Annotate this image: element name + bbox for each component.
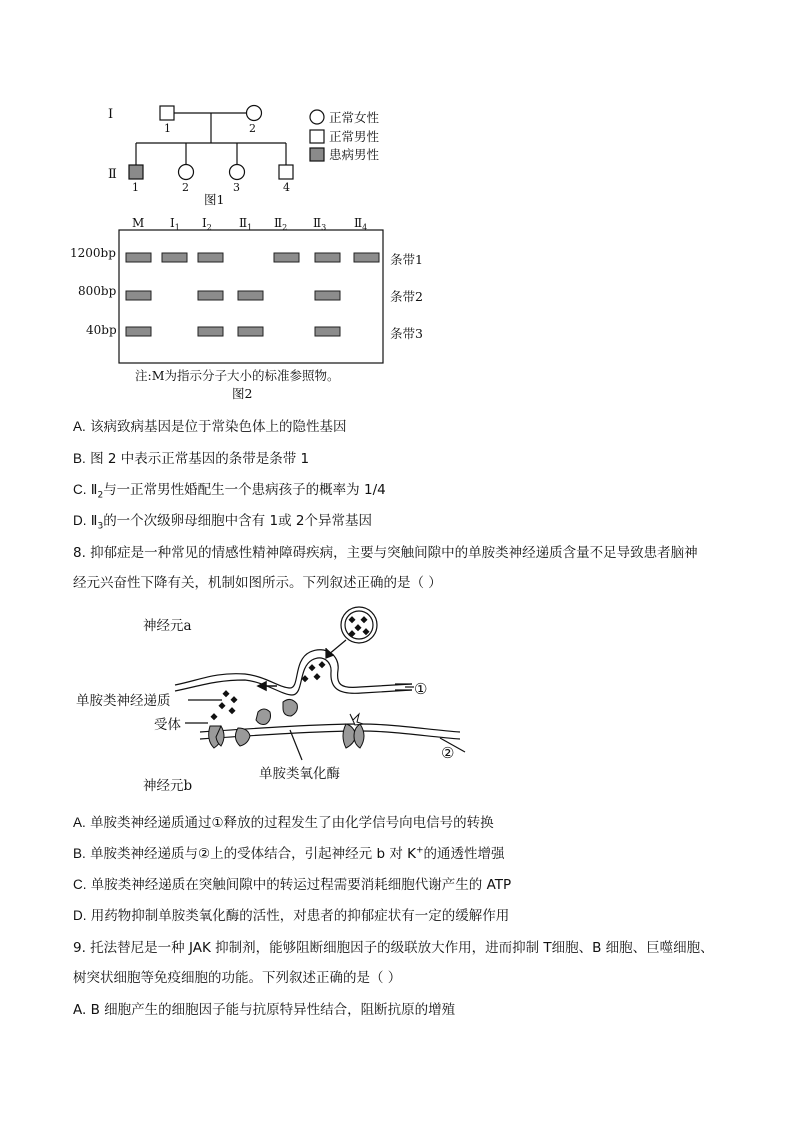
option-text: 用药物抑制单胺类氧化酶的活性，对患者的抑郁症状有一定的缓解作用 [90, 908, 510, 924]
lane-label-II1: $Ⅱ_1$ [239, 216, 253, 232]
subscript: 2 [97, 490, 104, 501]
option-text: 单胺类神经递质与②上的受体结合，引起神经元 b 对 K [90, 846, 416, 862]
II3-number: 3 [233, 181, 240, 194]
gel-band-row1-lane-2 [198, 253, 223, 262]
pedigree-I1-male [160, 106, 174, 120]
enzyme-3 [283, 699, 297, 716]
subscript: 3 [97, 521, 104, 532]
I1-number: 1 [164, 122, 171, 135]
enzyme-leader [290, 730, 302, 760]
q7-option-c [73, 478, 386, 501]
gel-band-row1-lane-4 [274, 253, 299, 262]
band-label-1: 条带1 [390, 252, 423, 267]
pedigree-figure [0, 0, 794, 215]
enzyme-label: 单胺类氧化酶 [259, 766, 340, 782]
lane-label-II2: $Ⅱ_2$ [274, 216, 288, 232]
option-text: 单胺类神经递质通过①释放的过程发生了由化学信号向电信号的转换 [90, 815, 494, 831]
I2-number: 2 [249, 122, 256, 135]
option-text: 该病致病基因是位于常染色体上的隐性基因 [90, 419, 347, 435]
band-label-3: 条带3 [390, 326, 423, 341]
II2-number: 2 [182, 181, 189, 194]
pedigree-II1-affected-male [129, 165, 143, 179]
legend-female-label: 正常女性 [329, 110, 380, 125]
superscript: + [415, 845, 424, 856]
q8-stem-line2: 经元兴奋性下降有关，机制如图所示。下列叙述正确的是（ ） [73, 575, 442, 591]
gel-band-row2-lane-5 [315, 291, 340, 300]
gel-band-row3-lane-0 [126, 327, 151, 336]
gel-band-row1-lane-5 [315, 253, 340, 262]
lane-label-I2: $Ⅰ_2$ [202, 216, 212, 232]
gel-band-row3-lane-2 [198, 327, 223, 336]
gel-band-row1-lane-1 [162, 253, 187, 262]
pedigree-I2-female [247, 106, 262, 121]
enzyme-2 [256, 709, 271, 725]
option-text: 与一正常男性婚配生一个患病孩子的概率为 1/4 [103, 482, 386, 498]
II4-number: 4 [283, 181, 290, 194]
legend-affected-label: 患病男性 [329, 147, 380, 162]
legend-male-icon [310, 130, 324, 143]
option-text: Ⅱ [90, 482, 98, 498]
gel-band-row1-lane-0 [126, 253, 151, 262]
option-label: D. [73, 513, 87, 528]
q8-option-c [73, 873, 511, 893]
lane-label-II4: $Ⅱ_4$ [354, 216, 368, 232]
q8-option-b [73, 842, 505, 862]
gen2-label: Ⅱ [108, 167, 117, 182]
option-label: B. [73, 451, 86, 466]
option-label: A. [73, 419, 86, 434]
mark1-label: ① [414, 680, 428, 698]
gel-band-row3-lane-3 [238, 327, 263, 336]
option-text: 单胺类神经递质在突触间隙中的转运过程需要消耗细胞代谢产生的 ATP [90, 877, 512, 893]
pedigree-II3-female [230, 165, 245, 180]
q8-option-a [73, 811, 494, 831]
option-text: 的通透性增强 [423, 846, 505, 862]
option-text: 的一个次级卵母细胞中含有 1或 2个异常基因 [103, 513, 372, 529]
option-label: D. [73, 908, 87, 923]
gen1-label: Ⅰ [108, 107, 114, 122]
q9-option-a: A. B 细胞产生的细胞因子能与抗原特异性结合，阻断抗原的增殖 [73, 1002, 456, 1018]
figure2-caption: 图2 [232, 386, 253, 401]
pedigree-II2-female [179, 165, 194, 180]
gel-band-row2-lane-0 [126, 291, 151, 300]
gel-band-row1-lane-6 [354, 253, 379, 262]
transmitter-label: 单胺类神经递质 [76, 693, 171, 709]
lane-label-II3: $Ⅱ_3$ [313, 216, 327, 232]
option-text: Ⅱ [90, 513, 98, 529]
pedigree-II4-male [279, 165, 293, 179]
q9-stem-line1: 9. 托法替尼是一种 JAK 抑制剂，能够阻断细胞因子的级联放大作用，进而抑制 T细胞、B 细胞、巨噬细胞、 [73, 940, 714, 956]
neuron-a-label: 神经元a [143, 618, 192, 634]
q8-option-d [73, 904, 509, 924]
option-text: 图 2 中表示正常基因的条带是条带 1 [90, 451, 310, 467]
receptor-label: 受体 [154, 717, 181, 733]
legend-male-label: 正常男性 [329, 129, 380, 144]
legend-affected-male-icon [310, 148, 324, 161]
gel-band-row3-lane-5 [315, 327, 340, 336]
q7-option-a [73, 415, 347, 435]
gel-figure [0, 210, 794, 410]
mark2-label: ② [441, 744, 455, 762]
option-label: A. [73, 815, 86, 830]
band-label-2: 条带2 [390, 289, 423, 304]
star-icon [350, 714, 363, 725]
q7-option-b [73, 447, 309, 467]
gel-band-row2-lane-3 [238, 291, 263, 300]
size-label-800: 800bp [78, 284, 117, 298]
lane-label-M: M [132, 216, 145, 230]
gel-note: 注:M为指示分子大小的标准参照物。 [135, 368, 340, 383]
size-label-40: 40bp [86, 323, 117, 337]
figure1-caption: 图1 [204, 192, 225, 207]
neuron-b-label: 神经元b [143, 778, 193, 794]
enzyme-1 [235, 728, 250, 746]
option-label: C. [73, 482, 87, 497]
q9-stem-line2: 树突状细胞等免疫细胞的功能。下列叙述正确的是（ ） [73, 970, 402, 986]
legend-female-icon [310, 110, 324, 124]
option-label: B. [73, 846, 86, 861]
q7-option-d [73, 509, 372, 532]
II1-number: 1 [132, 181, 139, 194]
gel-band-row2-lane-2 [198, 291, 223, 300]
size-label-1200: 1200bp [70, 246, 116, 260]
receptor-b-right [354, 724, 364, 748]
q8-stem-line1: 8. 抑郁症是一种常见的情感性精神障碍疾病，主要与突触间隙中的单胺类神经递质含量不足导致患者脑神 [73, 545, 698, 561]
synapse-figure [0, 600, 794, 800]
lane-label-I1: $Ⅰ_1$ [170, 216, 180, 232]
option-label: C. [73, 877, 87, 892]
